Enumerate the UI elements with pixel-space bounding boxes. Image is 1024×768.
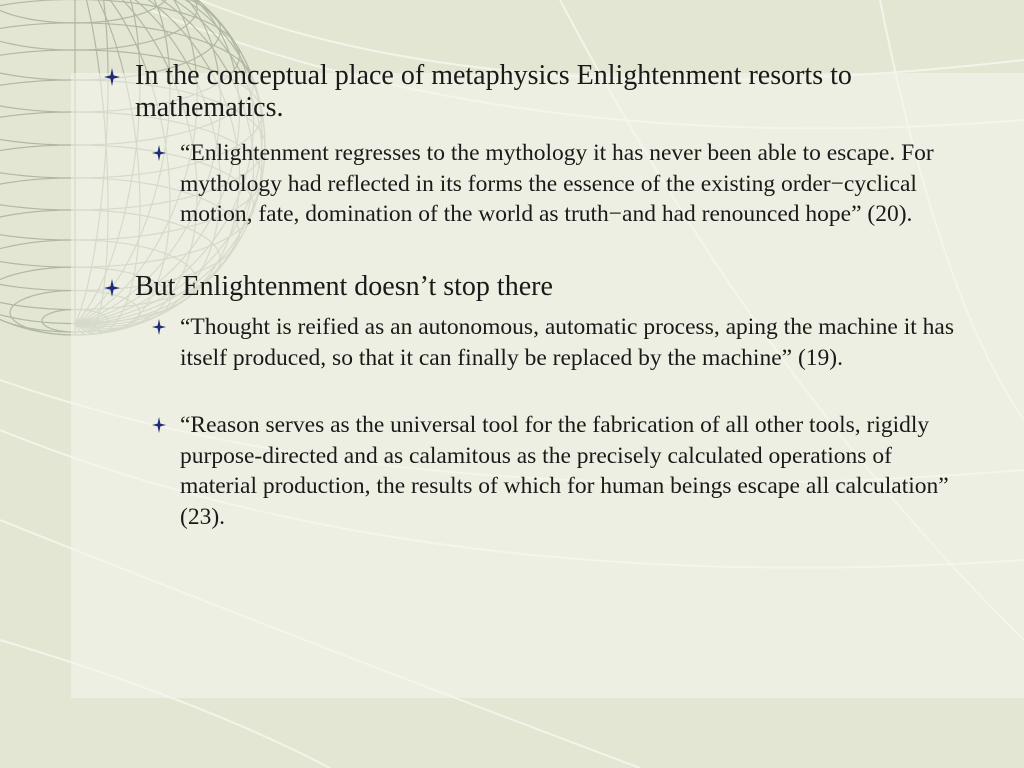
bullet-text: In the conceptual place of metaphysics Enlightenment resorts to mathematics. (135, 60, 852, 123)
four-point-star-icon (151, 137, 167, 165)
four-point-star-icon (103, 271, 121, 301)
sub-bullet-item-1 (180, 138, 960, 230)
sub-bullet-item-3 (180, 410, 960, 532)
quote-text: “Thought is reified as an autonomous, automatic process, aping the machine it has itself produced, so that it can finally be replaced by the machine” (19). (180, 314, 954, 371)
bullet-item-1 (135, 60, 935, 124)
quote-text: “Reason serves as the universal tool for the fabrication of all other tools, rigidly purpose-directed and as calamitous as the precisely calculated operations of material production, the results of which for human beings escape all calculation” (23). (180, 412, 949, 530)
four-point-star-icon (103, 60, 121, 90)
bullet-item-2 (135, 271, 935, 303)
four-point-star-icon (151, 409, 167, 437)
four-point-star-icon (151, 311, 167, 339)
bullet-text: But Enlightenment doesn’t stop there (135, 271, 553, 302)
quote-text: “Enlightenment regresses to the mythology it has never been able to escape. For mythology had reflected in its forms the essence of the existing order−cyclical motion, fate, domination of the world as truth−and had renounced hope” (20). (180, 140, 934, 227)
sub-bullet-item-2 (180, 312, 960, 373)
